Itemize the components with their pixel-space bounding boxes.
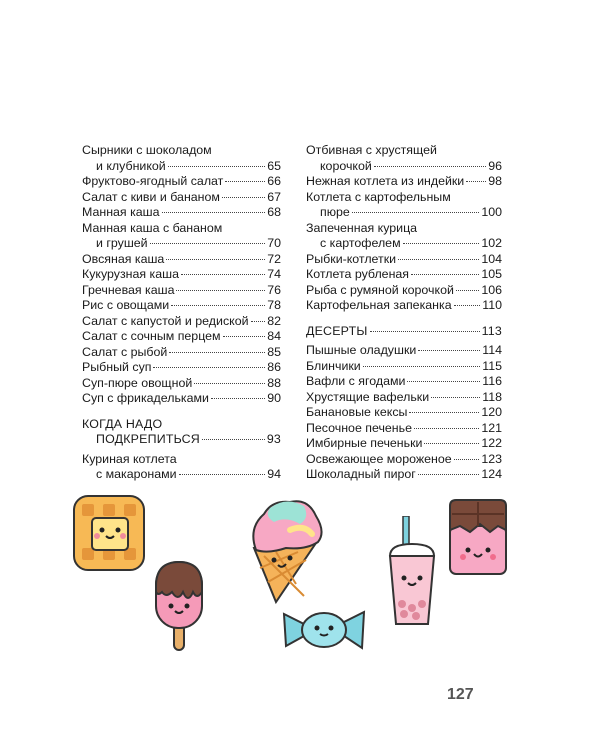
- toc-entry-page: 102: [481, 236, 502, 250]
- toc-entry-title: с макаронами: [96, 467, 177, 481]
- toc-entry-page: 70: [267, 236, 281, 250]
- toc-entry-title: Овсяная каша: [82, 251, 165, 266]
- toc-entry: [82, 417, 281, 448]
- toc-entry-title: Банановые кексы: [306, 405, 408, 419]
- toc-left-column: [82, 143, 281, 483]
- toc-right-entries: [306, 143, 502, 314]
- dot-leader: [363, 366, 481, 367]
- toc-entry-title: и грушей: [96, 236, 148, 250]
- toc-entry-title: и клубникой: [96, 158, 166, 173]
- section-quick-bites: [82, 417, 281, 448]
- toc-entry: [82, 221, 281, 252]
- toc-entry-page: 96: [488, 158, 502, 173]
- toc-entry-page: 123: [481, 451, 502, 466]
- toc-entry-page: 122: [481, 436, 502, 450]
- dot-leader: [251, 321, 266, 322]
- toc-entry-title: с картофелем: [320, 236, 401, 250]
- toc-entry-page: 110: [482, 298, 502, 312]
- dot-leader: [424, 443, 479, 444]
- toc-entry: [82, 360, 281, 376]
- toc-entry-page: 82: [267, 313, 281, 328]
- toc-entry: [306, 324, 502, 340]
- toc-entry-title: Фруктово-ягодный салат: [82, 174, 224, 188]
- dot-leader: [179, 474, 266, 475]
- toc-entry-page: 115: [482, 358, 502, 373]
- toc-entry-title: Имбирные печеньки: [306, 436, 423, 450]
- toc-entry-title: Картофельная запеканка: [306, 298, 452, 312]
- toc-entry-title: Песочное печенье: [306, 420, 412, 435]
- toc-entry-page: 106: [481, 282, 502, 297]
- toc-entry-title: Хрустящие вафельки: [306, 389, 430, 404]
- toc-entry: [82, 174, 281, 190]
- toc-entry: [82, 283, 281, 299]
- toc-entry-title: Рыбки-котлетки: [306, 251, 397, 266]
- dot-leader: [169, 352, 265, 353]
- toc-entry-page: 93: [266, 432, 281, 446]
- dot-leader: [414, 428, 479, 429]
- toc-entry: [306, 190, 502, 221]
- toc-entry-page: 100: [481, 205, 502, 219]
- toc-entry-title: Суп с фрикадельками: [82, 391, 209, 405]
- toc-entry-title: Рыба с румяной корочкой: [306, 282, 454, 297]
- waffle-illustration: [70, 492, 148, 574]
- toc-entry: [306, 390, 502, 406]
- toc-entry-title: Манная каша: [82, 205, 160, 219]
- toc-entry-page: 86: [267, 360, 281, 374]
- toc-entry-page: 72: [267, 251, 281, 266]
- toc-entry: [306, 343, 502, 359]
- toc-right-column: [306, 143, 502, 483]
- toc-entry-page: 65: [267, 158, 281, 173]
- toc-left-entries: [82, 143, 281, 407]
- dot-leader: [407, 381, 480, 382]
- toc-entry: [82, 298, 281, 314]
- page-number: 127: [447, 686, 474, 703]
- dot-leader: [225, 181, 265, 182]
- dot-leader: [222, 197, 265, 198]
- toc-entry: [306, 467, 502, 483]
- toc-entry: [306, 221, 502, 252]
- toc-entry-title: Салат с сочным перцем: [82, 329, 221, 343]
- toc-entry-page: 120: [481, 405, 502, 419]
- toc-entry: [306, 174, 502, 190]
- toc-entry-title: Шоколадный пирог: [306, 467, 416, 481]
- toc-entry-page: 74: [267, 267, 281, 281]
- toc-entry-page: 98: [488, 174, 502, 188]
- toc-entry: [306, 283, 502, 299]
- toc-entry-title: Манная каша с бананом: [82, 220, 223, 235]
- toc-entry: [82, 391, 281, 407]
- dot-leader: [202, 439, 265, 440]
- toc-entry: [306, 436, 502, 452]
- toc-entry-title: Котлета рубленая: [306, 267, 410, 281]
- dot-leader: [411, 274, 479, 275]
- popsicle-illustration: [150, 558, 208, 654]
- dot-leader: [352, 212, 480, 213]
- dot-leader: [418, 350, 480, 351]
- toc-entry-page: 90: [267, 391, 281, 405]
- toc-entry: [306, 452, 502, 468]
- dot-leader: [162, 212, 266, 213]
- toc-entry: [82, 252, 281, 268]
- toc-entry: [306, 267, 502, 283]
- toc-entry-page: 113: [481, 323, 502, 338]
- dot-leader: [409, 412, 479, 413]
- dot-leader: [374, 166, 486, 167]
- toc-entry-page: 114: [482, 343, 502, 357]
- toc-entry: [306, 359, 502, 375]
- toc-entry-title: Рис с овощами: [82, 298, 170, 312]
- wrapped-candy-illustration: [282, 604, 366, 654]
- dot-leader: [431, 397, 480, 398]
- toc-entry: [82, 205, 281, 221]
- toc-entry-page: 85: [267, 344, 281, 359]
- toc-entry: [82, 314, 281, 330]
- dot-leader: [181, 274, 265, 275]
- dot-leader: [211, 398, 265, 399]
- toc-entry-title: Вафли с ягодами: [306, 374, 406, 388]
- toc-entry: [82, 143, 281, 174]
- ice-cream-cone-illustration: [246, 494, 326, 606]
- toc-entry-title: Пышные оладушки: [306, 343, 417, 357]
- toc-entry-title: Кукурузная каша: [82, 267, 179, 281]
- dot-leader: [168, 166, 265, 167]
- toc-entry: [306, 143, 502, 174]
- toc-entry: [82, 345, 281, 361]
- toc-entry: [82, 267, 281, 283]
- toc-entry-title: Нежная котлета из индейки: [306, 174, 465, 188]
- dot-leader: [398, 259, 479, 260]
- toc-entry: [306, 405, 502, 421]
- toc-entry-title: ДЕСЕРТЫ: [306, 323, 368, 338]
- dot-leader: [466, 181, 486, 182]
- dot-leader: [223, 336, 266, 337]
- toc-entry-title: корочкой: [320, 158, 372, 173]
- toc-entry-page: 124: [481, 467, 502, 481]
- toc-entry-page: 66: [267, 174, 281, 188]
- toc-entry-title: Запеченная курица: [306, 220, 418, 235]
- toc-entry-title: Куриная котлета: [82, 451, 177, 466]
- toc-entry-page: 76: [267, 282, 281, 297]
- dot-leader: [166, 259, 265, 260]
- toc-entry-page: 67: [267, 189, 281, 204]
- toc-right-section-entries: [306, 343, 502, 483]
- toc-entry-page: 116: [482, 374, 502, 388]
- dot-leader: [171, 305, 265, 306]
- toc-entry-title: Отбивная с хрустящей: [306, 143, 437, 157]
- toc-entry: [82, 452, 281, 483]
- toc-entry-title: ПОДКРЕПИТЬСЯ: [96, 432, 200, 446]
- toc-entry: [82, 376, 281, 392]
- dot-leader: [370, 331, 480, 332]
- dot-leader: [403, 243, 480, 244]
- toc-entry-title: Салат с рыбой: [82, 344, 168, 359]
- dot-leader: [194, 383, 265, 384]
- toc-entry-page: 121: [481, 420, 502, 435]
- dot-leader: [454, 459, 480, 460]
- toc-entry-page: 84: [267, 329, 281, 343]
- toc-entry-title: Освежающее мороженое: [306, 451, 452, 466]
- toc-entry: [306, 252, 502, 268]
- toc-entry: [306, 298, 502, 314]
- toc-entry-title: Котлета с картофельным: [306, 189, 451, 204]
- dot-leader: [153, 367, 265, 368]
- dot-leader: [456, 290, 479, 291]
- toc-entry: [306, 421, 502, 437]
- toc-entry: [82, 190, 281, 206]
- toc-entry-title: Рыбный суп: [82, 360, 152, 374]
- toc-entry-title: Салат с капустой и редиской: [82, 313, 249, 328]
- toc-left-section-entries: [82, 452, 281, 483]
- toc-entry-title: Гречневая каша: [82, 282, 175, 297]
- bubble-tea-illustration: [384, 516, 440, 628]
- dot-leader: [454, 305, 481, 306]
- dot-leader: [150, 243, 266, 244]
- toc-entry-page: 68: [267, 205, 281, 219]
- toc-entry-page: 118: [482, 389, 502, 404]
- section-desserts: [306, 324, 502, 340]
- toc-entry-title: Суп-пюре овощной: [82, 375, 193, 390]
- toc-entry-page: 94: [267, 467, 281, 481]
- dot-leader: [176, 290, 265, 291]
- toc-entry-page: 105: [481, 267, 502, 281]
- toc-entry: [306, 374, 502, 390]
- toc-entry-title: Блинчики: [306, 358, 361, 373]
- dot-leader: [418, 474, 479, 475]
- toc-entry-title: КОГДА НАДО: [82, 416, 163, 431]
- toc-entry-title: Сырники с шоколадом: [82, 143, 212, 157]
- toc-entry-page: 104: [481, 251, 502, 266]
- toc-entry-title: Салат с киви и бананом: [82, 189, 220, 204]
- chocolate-bar-illustration: [446, 496, 510, 578]
- toc-entry-page: 78: [267, 298, 281, 312]
- toc-entry: [82, 329, 281, 345]
- toc-entry-page: 88: [267, 375, 281, 390]
- toc-entry-title: пюре: [320, 205, 350, 219]
